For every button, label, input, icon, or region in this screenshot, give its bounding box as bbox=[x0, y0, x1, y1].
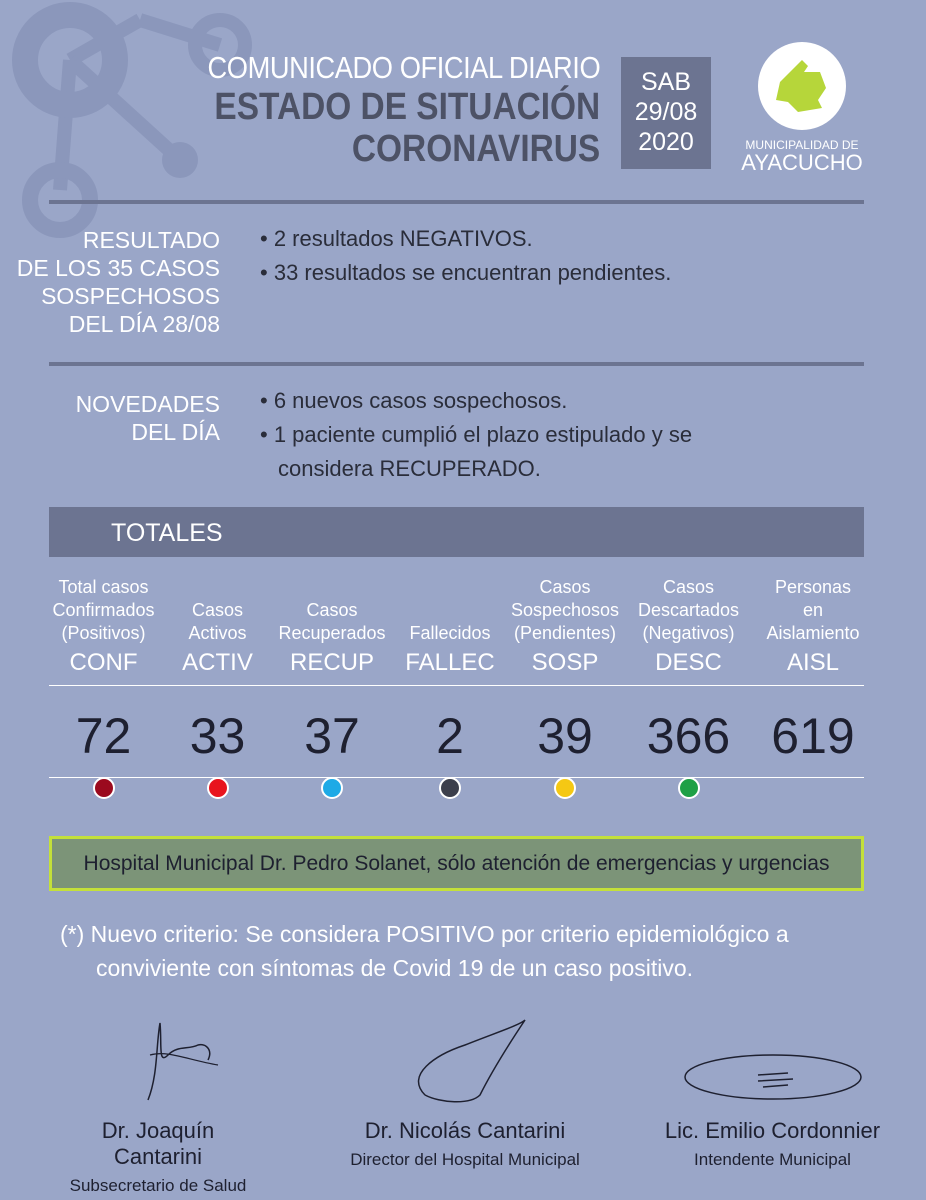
novedades-label-line: DEL DÍA bbox=[131, 419, 220, 445]
header-titles bbox=[154, 50, 600, 170]
signature-mark bbox=[88, 1015, 228, 1105]
stat-label-line: Sospechosos bbox=[510, 600, 620, 620]
stat-code: CONF bbox=[69, 649, 138, 676]
resultado-label-line: DE LOS 35 CASOS bbox=[16, 255, 220, 281]
signature-block bbox=[340, 1015, 590, 1170]
signature-block bbox=[660, 1015, 885, 1170]
stat-label bbox=[162, 575, 273, 645]
stat-label-line: Personas bbox=[774, 577, 852, 597]
stat-label-line: Casos bbox=[662, 577, 715, 597]
stat-label-line: Aislamiento bbox=[766, 623, 860, 643]
map-icon bbox=[758, 42, 846, 130]
list-item: • 6 nuevos casos sospechosos. bbox=[260, 384, 780, 418]
resultado-list bbox=[260, 222, 820, 290]
signature-name: Dr. Joaquín Cantarini bbox=[101, 1118, 215, 1169]
stat-label-line: (Negativos) bbox=[642, 623, 735, 643]
list-item: • 2 resultados NEGATIVOS. bbox=[260, 222, 820, 256]
stat-value: 37 bbox=[304, 708, 360, 764]
logo-line2: AYACUCHO bbox=[741, 150, 863, 175]
stat-label-line: (Positivos) bbox=[61, 623, 146, 643]
date-box bbox=[621, 57, 711, 169]
stat-value: 39 bbox=[537, 708, 593, 764]
stat-value: 619 bbox=[771, 708, 855, 764]
municipality-logo bbox=[733, 42, 871, 174]
stat-label-line: Casos bbox=[539, 577, 591, 597]
stat-label-line: Confirmados bbox=[52, 600, 155, 620]
stat-activ bbox=[162, 575, 273, 799]
stat-code: AISL bbox=[786, 649, 840, 676]
stat-label-line: (Pendientes) bbox=[513, 623, 617, 643]
stat-label bbox=[273, 575, 391, 645]
novedades-list bbox=[260, 384, 780, 486]
stat-color-dot bbox=[554, 777, 576, 799]
list-item: • 33 resultados se encuentran pendientes. bbox=[260, 256, 820, 290]
stat-color-dot bbox=[321, 777, 343, 799]
stat-label-line: Casos bbox=[191, 600, 244, 620]
resultado-label-line: SOSPECHOSOS bbox=[41, 283, 220, 309]
header-line2: ESTADO DE SITUACIÓN bbox=[214, 86, 600, 128]
stat-fallec bbox=[391, 575, 509, 799]
stat-value: 33 bbox=[189, 708, 246, 764]
signature-role: Intendente Municipal bbox=[694, 1150, 851, 1169]
totales-header: TOTALES bbox=[49, 507, 864, 557]
signature-role: Subsecretario de Salud bbox=[69, 1176, 247, 1195]
date-date: 29/08 bbox=[634, 98, 698, 126]
stat-label bbox=[391, 575, 509, 645]
stat-color-dot bbox=[678, 777, 700, 799]
novedades-label bbox=[76, 390, 220, 446]
stat-code: DESC bbox=[655, 649, 722, 676]
resultado-label-line: RESULTADO bbox=[82, 227, 220, 253]
totals-stats bbox=[45, 575, 870, 799]
divider-middle bbox=[49, 362, 864, 366]
divider-top bbox=[49, 200, 864, 204]
logo-line1: MUNICIPALIDAD DE bbox=[745, 138, 859, 152]
signature-name: Lic. Emilio Cordonnier bbox=[664, 1118, 881, 1143]
list-item: • 1 paciente cumplió el plazo estipulado y se considera RECUPERADO. bbox=[260, 418, 780, 486]
stat-value: 2 bbox=[436, 708, 464, 764]
novedades-label-line: NOVEDADES bbox=[75, 391, 220, 417]
stat-color-dot bbox=[207, 777, 229, 799]
stat-code: RECUP bbox=[289, 649, 374, 676]
resultado-label bbox=[17, 226, 220, 338]
stat-color-dot bbox=[439, 777, 461, 799]
resultado-label-line: DEL DÍA 28/08 bbox=[68, 311, 220, 337]
signature-mark bbox=[395, 1015, 535, 1105]
note-line1: (*) Nuevo criterio: Se considera POSITIVO por criterio epidemiológico a bbox=[60, 921, 789, 947]
stat-value: 72 bbox=[75, 708, 132, 764]
stat-label-line: Fallecidos bbox=[409, 623, 491, 643]
stat-conf bbox=[45, 575, 162, 799]
stat-desc bbox=[621, 575, 756, 799]
signature-mark bbox=[678, 1015, 868, 1105]
stat-color-dot bbox=[93, 777, 115, 799]
stat-value: 366 bbox=[646, 708, 731, 764]
stat-code: SOSP bbox=[531, 649, 599, 676]
stat-label bbox=[509, 575, 621, 645]
date-year: 2020 bbox=[638, 128, 694, 156]
stat-label-line: Activos bbox=[188, 623, 247, 643]
stat-label-line: en bbox=[802, 600, 824, 620]
stat-aisl bbox=[756, 575, 870, 799]
stat-label-line: Recuperados bbox=[278, 623, 386, 643]
criteria-note bbox=[60, 917, 860, 985]
stat-label-line: Casos bbox=[306, 600, 358, 620]
hospital-notice: Hospital Municipal Dr. Pedro Solanet, sólo atención de emergencias y urgencias bbox=[49, 836, 864, 891]
signature-block bbox=[58, 1015, 258, 1196]
stat-label bbox=[756, 575, 870, 645]
stat-label bbox=[45, 575, 162, 645]
stat-sosp bbox=[509, 575, 621, 799]
header-line3: CORONAVIRUS bbox=[351, 128, 600, 170]
signature-role: Director del Hospital Municipal bbox=[350, 1150, 580, 1169]
stat-label bbox=[621, 575, 756, 645]
stat-label-line: Descartados bbox=[637, 600, 740, 620]
logo-emblem bbox=[758, 42, 846, 130]
header-line1: COMUNICADO OFICIAL DIARIO bbox=[207, 50, 600, 85]
stat-label-line: Total casos bbox=[58, 577, 149, 597]
stat-recup bbox=[273, 575, 391, 799]
signature-name: Dr. Nicolás Cantarini bbox=[364, 1118, 566, 1143]
note-line2: conviviente con síntomas de Covid 19 de un caso positivo. bbox=[96, 955, 694, 981]
stat-code: ACTIV bbox=[182, 649, 253, 676]
stat-code: FALLEC bbox=[405, 649, 495, 676]
date-day: SAB bbox=[640, 68, 692, 96]
